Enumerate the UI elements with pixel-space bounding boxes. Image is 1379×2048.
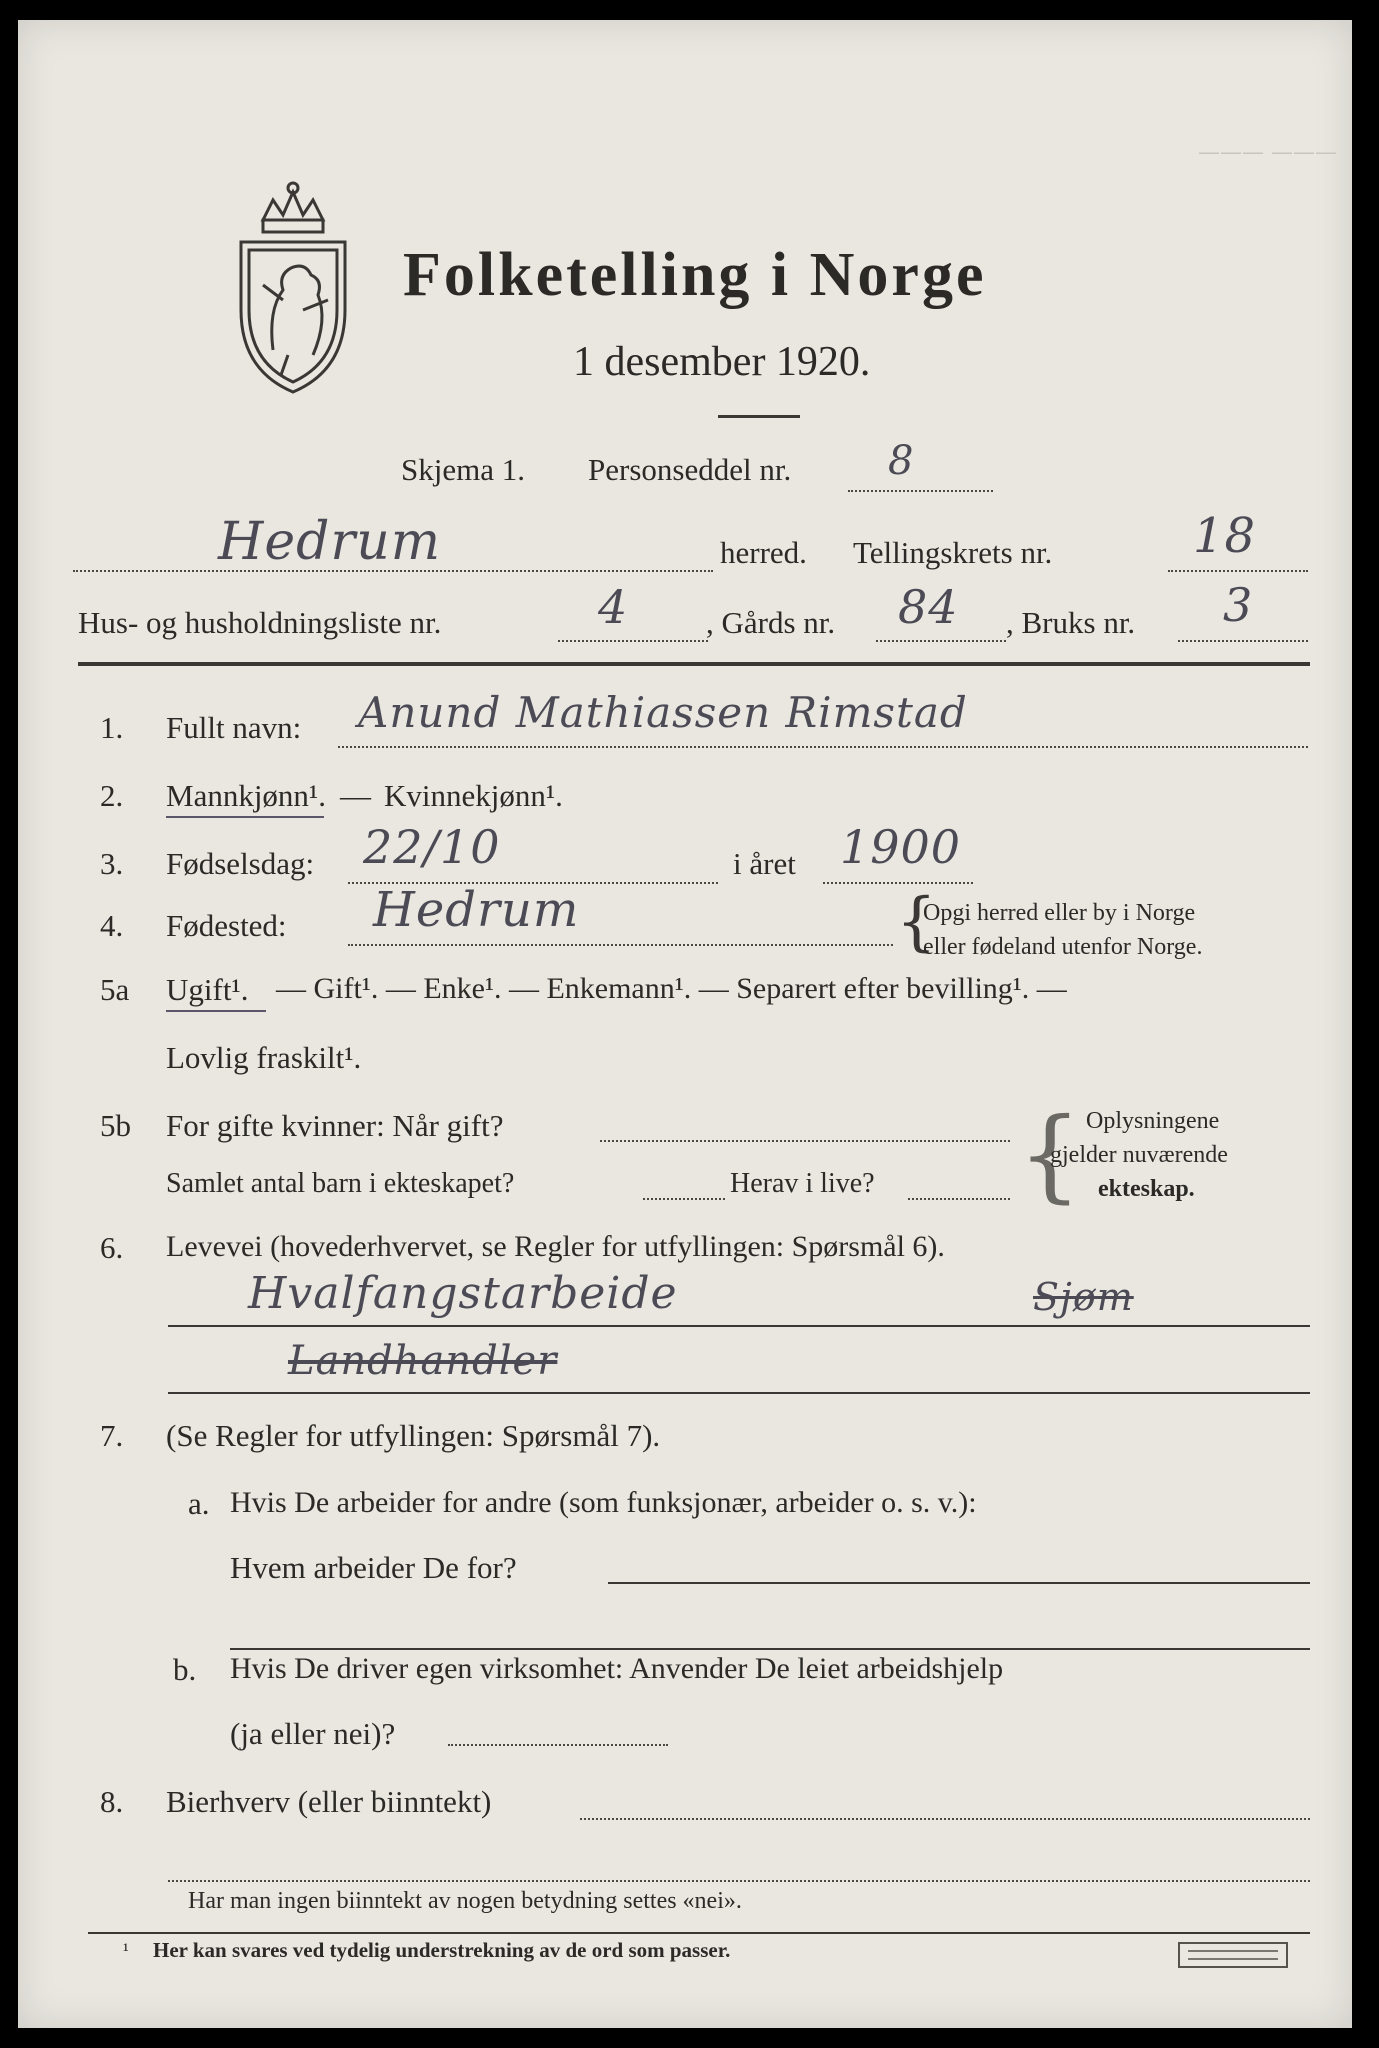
q5b-when-dotted-line (600, 1140, 1010, 1142)
q5a-ugift-underline (166, 1010, 266, 1012)
q5b-note-line1: Oplysningene (1086, 1108, 1220, 1134)
q5b-note-line3: ekteskap. (1098, 1176, 1195, 1202)
q4-note-line1: Opgi herred eller by i Norge (923, 900, 1196, 926)
gards-dotted-line (876, 640, 1006, 642)
tellingskrets-label: Tellingskrets nr. (853, 535, 1053, 570)
form-title: Folketelling i Norge (403, 241, 987, 309)
q7b-dotted-line (448, 1744, 668, 1746)
personseddel-label: Personseddel nr. (588, 452, 792, 487)
tellingskrets-dotted-line (1168, 570, 1308, 572)
personseddel-dotted-line (848, 490, 993, 492)
q4-note-line2: eller fødeland utenfor Norge. (923, 934, 1203, 960)
q7a-label-line1: Hvis De arbeider for andre (som funksjonær, arbeider o. s. v.): (230, 1486, 977, 1519)
q2-number: 2. (100, 778, 124, 813)
q7b-label-line1: Hvis De driver egen virksomhet: Anvender De leiet arbeidshjelp (230, 1652, 1004, 1685)
q6-answer-line1 (168, 1325, 1310, 1327)
q2-separator: — (340, 778, 371, 813)
q7a-label-line2: Hvem arbeider De for? (230, 1550, 517, 1585)
census-form-sheet (18, 20, 1352, 2028)
herred-label: herred. (720, 535, 807, 570)
q5b-label-children: Samlet antal barn i ekteskapet? (166, 1168, 515, 1199)
q8-dotted-line-2 (168, 1880, 1310, 1882)
herred-value: Hedrum (218, 512, 442, 572)
q8-label: Bierhverv (eller biinntekt) (166, 1784, 492, 1819)
q2-female: Kvinnekjønn¹. (384, 778, 563, 813)
q7b-label-line2: (ja eller nei)? (230, 1716, 396, 1751)
q6-answer-line2 (168, 1392, 1310, 1394)
q8-note: Har man ingen biinntekt av nogen betydning settes «nei». (188, 1888, 742, 1914)
q2-male: Mannkjønn¹. (166, 778, 326, 813)
tellingskrets-value: 18 (1193, 508, 1257, 564)
q5b-number: 5b (100, 1108, 131, 1143)
q5b-alive-dotted-line (908, 1198, 1010, 1200)
q3-year-value: 1900 (840, 820, 962, 874)
husholdning-value: 4 (598, 580, 629, 634)
q1-dotted-line (338, 746, 1308, 748)
q6-number: 6. (100, 1230, 124, 1265)
husholdning-dotted-line (558, 640, 708, 642)
q4-number: 4. (100, 908, 124, 943)
q3-year-label: i året (733, 846, 796, 881)
q5a-options: — Gift¹. — Enke¹. — Enkemann¹. — Separert efter bevilling¹. — (276, 972, 1067, 1005)
title-divider (718, 415, 800, 418)
bruks-dotted-line (1178, 640, 1308, 642)
q3-value: 22/10 (363, 820, 501, 874)
q7a-answer-line1 (608, 1582, 1310, 1584)
q4-dotted-line (348, 944, 893, 946)
q4-label: Fødested: (166, 908, 287, 943)
footnote-mark: ¹ (123, 1940, 129, 1961)
q5b-brace: { (1018, 1096, 1082, 1213)
q8-number: 8. (100, 1784, 124, 1819)
q7a-letter: a. (188, 1486, 210, 1521)
coat-of-arms-icon (233, 180, 353, 400)
gards-label: , Gårds nr. (706, 605, 836, 640)
q3-label: Fødselsdag: (166, 846, 315, 881)
footnote-separator (88, 1932, 1310, 1934)
bruks-value: 3 (1223, 578, 1254, 632)
q1-value: Anund Mathiassen Rimstad (358, 688, 968, 737)
q5b-label-when-married: For gifte kvinner: Når gift? (166, 1108, 504, 1143)
q5b-note-line2: gjelder nuværende (1050, 1142, 1228, 1168)
q3-number: 3. (100, 846, 124, 881)
header-separator (78, 662, 1310, 666)
q5b-label-alive: Herav i live? (730, 1168, 875, 1199)
q6-label: Levevei (hovederhvervet, se Regler for utfyllingen: Spørsmål 6). (166, 1230, 945, 1263)
q6-value-line1-struck: Sjøm (1033, 1275, 1134, 1319)
printer-stamp-icon (1178, 1942, 1288, 1968)
q1-label: Fullt navn: (166, 710, 302, 745)
q2-male-underline (166, 816, 324, 818)
q5a-number: 5a (100, 972, 130, 1007)
bruks-label: , Bruks nr. (1006, 605, 1136, 640)
q7b-letter: b. (173, 1652, 197, 1687)
q7-label: (Se Regler for utfyllingen: Spørsmål 7). (166, 1418, 661, 1453)
q4-value: Hedrum (373, 882, 580, 938)
footnote-text: Her kan svares ved tydelig understrekning av de ord som passer. (153, 1938, 731, 1962)
q4-brace: { (896, 885, 937, 959)
q6-value-line1: Hvalfangstarbeide (248, 1268, 678, 1319)
q3-year-dotted-line (823, 882, 973, 884)
q6-value-line2-struck: Landhandler (288, 1338, 558, 1384)
gards-value: 84 (898, 580, 959, 634)
husholdning-label: Hus- og husholdningsliste nr. (78, 605, 442, 640)
form-subtitle: 1 desember 1920. (573, 339, 871, 385)
q5a-line2: Lovlig fraskilt¹. (166, 1040, 362, 1075)
q8-dotted-line (580, 1818, 1310, 1820)
q7a-answer-line2 (230, 1648, 1310, 1650)
q7-number: 7. (100, 1418, 124, 1453)
bleed-through-text: ——— ——— (1198, 140, 1337, 165)
q5b-children-dotted-line (643, 1198, 725, 1200)
personseddel-value: 8 (888, 438, 915, 484)
q1-number: 1. (100, 710, 124, 745)
q5a-ugift: Ugift¹. (166, 972, 249, 1007)
skjema-label: Skjema 1. (401, 452, 525, 487)
